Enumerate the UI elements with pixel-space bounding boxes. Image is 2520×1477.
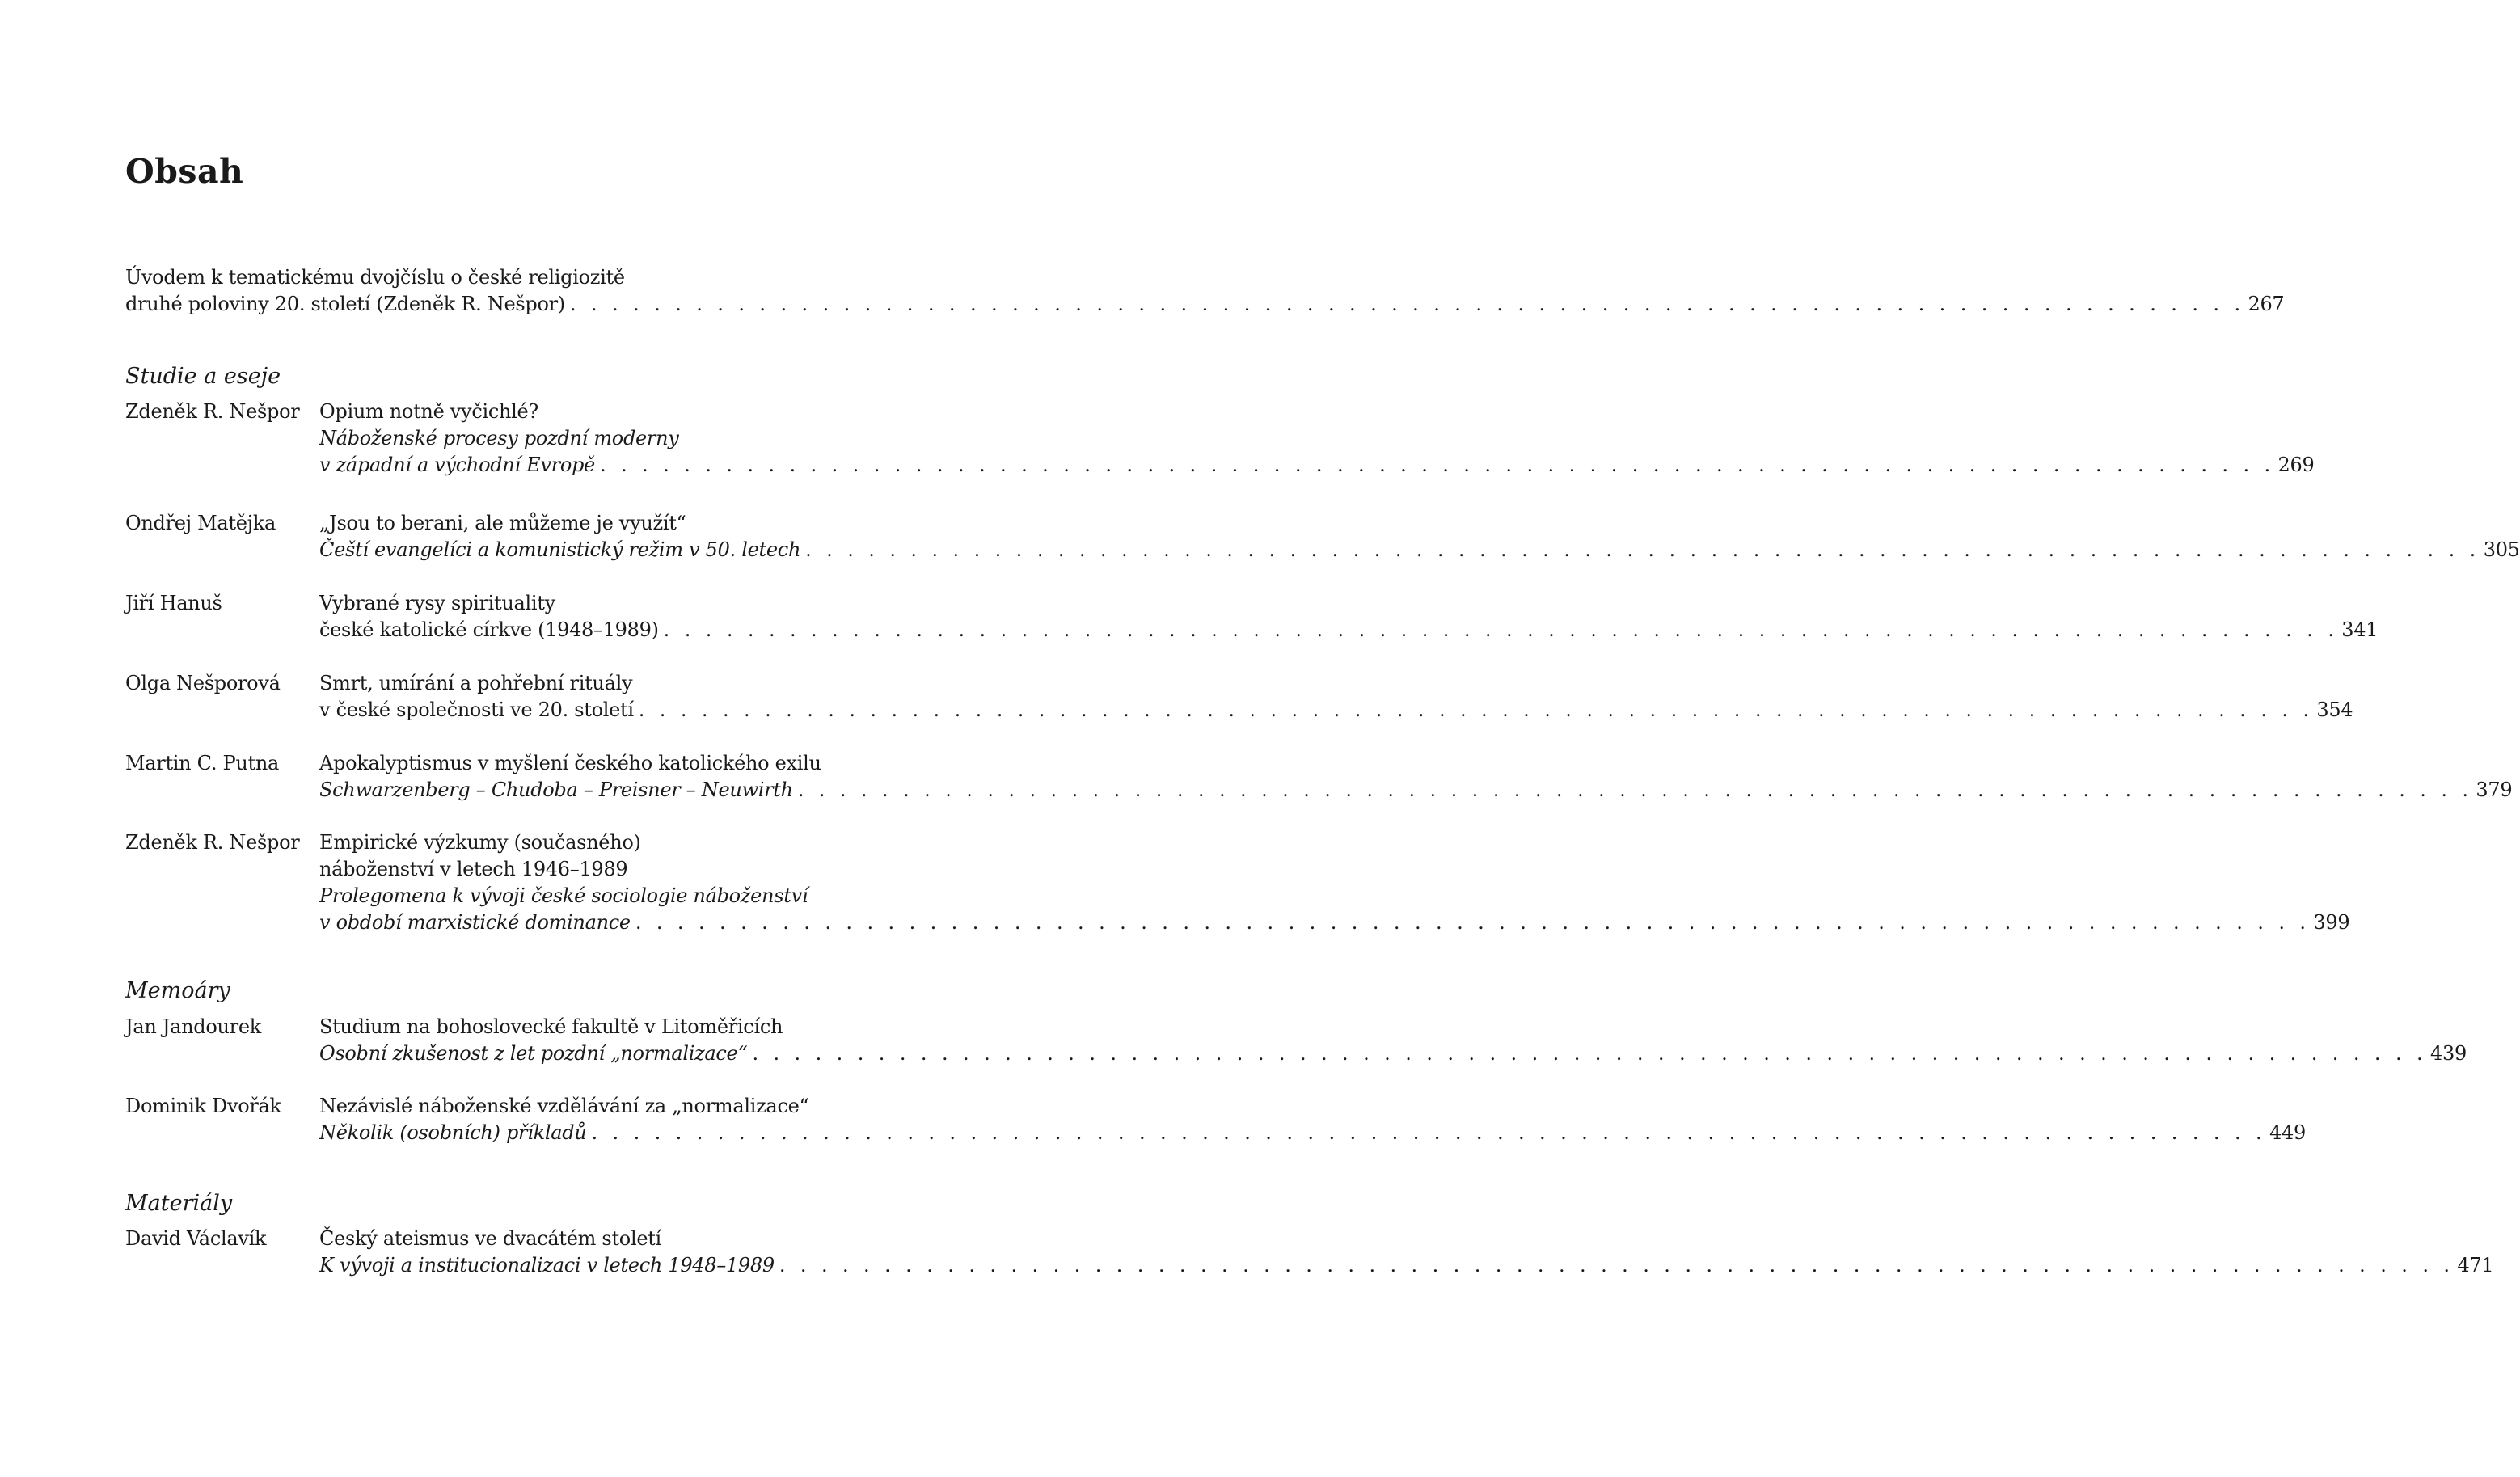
entry-author: Martin C. Putna: [125, 752, 280, 774]
entry-line-text: v období marxistické dominance: [319, 911, 631, 934]
intro-line-2: [125, 291, 2285, 318]
entry-page-number: 399: [2313, 911, 2350, 934]
entry-line-text: Nezávislé náboženské vzdělávání za „normalizace“: [319, 1095, 809, 1117]
entry-last-line: [319, 1120, 2306, 1146]
entry-page-number: 354: [2316, 698, 2353, 721]
toc-page: [125, 0, 2520, 1477]
entry-line-text: „Jsou to berani, ale můžeme je využít“: [319, 512, 686, 534]
toc-entry[interactable]: [319, 670, 2353, 724]
entry-line: [319, 510, 877, 537]
entry-line-text: Studium na bohoslovecké fakultě v Litoměřicích: [319, 1015, 783, 1038]
leader-dots: . . . . . . . . . . . . . . . . . . . . . . . . . . . . . . . . . . . . . . . . . . . . . . . . . . . . . . . . . . . . . . . . . . . . . . . . . . . . . . . .: [779, 1254, 2455, 1277]
entry-page-number: 439: [2430, 1042, 2467, 1065]
entry-last-line: [319, 452, 2315, 479]
toc-entry[interactable]: [319, 1014, 2467, 1067]
entry-last-line: [319, 1040, 2467, 1067]
entry-line: [319, 425, 877, 452]
entry-line: [319, 1093, 877, 1120]
entry-line-text: Smrt, umírání a pohřební rituály: [319, 672, 633, 694]
entry-line: [319, 750, 877, 777]
toc-entry[interactable]: [319, 750, 2513, 804]
leader-dots: . . . . . . . . . . . . . . . . . . . . . . . . . . . . . . . . . . . . . . . . . . . . . . . . . . . . . . . . . . . . . . . . . . . . . . . . . . . . . . . .: [797, 779, 2473, 801]
leader-dots: . . . . . . . . . . . . . . . . . . . . . . . . . . . . . . . . . . . . . . . . . . . . . . . . . . . . . . . . . . . . . . . . . . . . . . . . . . . . . . . .: [635, 911, 2311, 934]
entry-line-text: v české společnosti ve 20. století: [319, 698, 634, 721]
toc-entry[interactable]: [319, 590, 2379, 644]
leader-dots: . . . . . . . . . . . . . . . . . . . . . . . . . . . . . . . . . . . . . . . . . . . . . . . . . . . . . . . . . . . . . . . . . . . . . . . . . . . . . . . .: [752, 1042, 2428, 1065]
entry-line-text: Osobní zkušenost z let pozdní „normalizace“: [319, 1042, 748, 1065]
intro-line-2-text: druhé poloviny 20. století (Zdeněk R. Nešpor): [125, 293, 565, 315]
entry-line: [319, 590, 877, 617]
section-heading: Materiály: [125, 1191, 233, 1216]
entry-line: [319, 883, 877, 909]
entry-author: Jiří Hanuš: [125, 592, 222, 614]
entry-last-line: [319, 537, 2520, 563]
entry-line-text: Prolegomena k vývoji české sociologie náboženství: [319, 884, 808, 907]
page-title: Obsah: [125, 152, 244, 191]
intro-page-number: 267: [2248, 293, 2285, 315]
entry-line: [319, 1226, 877, 1252]
entry-page-number: 269: [2277, 454, 2315, 476]
entry-author: Ondřej Matějka: [125, 512, 276, 534]
entry-line-text: české katolické církve (1948–1989): [319, 618, 659, 641]
leader-dots: . . . . . . . . . . . . . . . . . . . . . . . . . . . . . . . . . . . . . . . . . . . . . . . . . . . . . . . . . . . . . . . . . . . . . . . . . . . . . . . .: [663, 618, 2339, 641]
entry-line: [319, 399, 877, 425]
section-heading: Memoáry: [125, 978, 230, 1003]
entry-line-text: Schwarzenberg – Chudoba – Preisner – Neuwirth: [319, 779, 793, 801]
leader-dots: . . . . . . . . . . . . . . . . . . . . . . . . . . . . . . . . . . . . . . . . . . . . . . . . . . . . . . . . . . . . . . . . . . . . . . . . . . . . . . . .: [638, 698, 2314, 721]
entry-page-number: 379: [2476, 779, 2513, 801]
entry-line-text: Apokalyptismus v myšlení českého katolického exilu: [319, 752, 821, 774]
entry-author: Zdeněk R. Nešpor: [125, 831, 300, 854]
entry-author: Dominik Dvořák: [125, 1095, 281, 1117]
entry-line: [319, 670, 877, 697]
entry-page-number: 449: [2269, 1121, 2306, 1144]
entry-line-text: Opium notně vyčichlé?: [319, 400, 538, 423]
entry-line-text: K vývoji a institucionalizaci v letech 1948–1989: [319, 1254, 775, 1277]
entry-page-number: 305: [2483, 538, 2520, 561]
entry-line-text: Čeští evangelíci a komunistický režim v 50. letech: [319, 538, 801, 561]
entry-line: [319, 1014, 877, 1040]
entry-last-line: [319, 617, 2379, 644]
leader-dots: . . . . . . . . . . . . . . . . . . . . . . . . . . . . . . . . . . . . . . . . . . . . . . . . . . . . . . . . . . . . . . . . . . . . . . . . . . . . . . . .: [569, 293, 2245, 315]
toc-entry[interactable]: [319, 510, 2520, 563]
toc-entry[interactable]: [319, 399, 2315, 479]
entry-author: Jan Jandourek: [125, 1015, 261, 1038]
entry-author: Zdeněk R. Nešpor: [125, 400, 300, 423]
leader-dots: . . . . . . . . . . . . . . . . . . . . . . . . . . . . . . . . . . . . . . . . . . . . . . . . . . . . . . . . . . . . . . . . . . . . . . . . . . . . . . . .: [591, 1121, 2267, 1144]
entry-line-text: Několik (osobních) příkladů: [319, 1121, 587, 1144]
intro-line-1: Úvodem k tematickému dvojčíslu o české religiozitě: [125, 266, 625, 289]
entry-line-text: náboženství v letech 1946–1989: [319, 858, 628, 880]
entry-line-text: Empirické výzkumy (současného): [319, 831, 641, 854]
entry-last-line: [319, 697, 2353, 724]
toc-entry[interactable]: [319, 829, 2350, 936]
entry-page-number: 341: [2341, 618, 2379, 641]
entry-line-text: Český ateismus ve dvacátém století: [319, 1227, 661, 1250]
entry-line: [319, 829, 877, 856]
toc-entry[interactable]: [319, 1226, 2494, 1279]
leader-dots: . . . . . . . . . . . . . . . . . . . . . . . . . . . . . . . . . . . . . . . . . . . . . . . . . . . . . . . . . . . . . . . . . . . . . . . . . . . . . . . .: [805, 538, 2480, 561]
entry-line-text: v západní a východní Evropě: [319, 454, 595, 476]
leader-dots: . . . . . . . . . . . . . . . . . . . . . . . . . . . . . . . . . . . . . . . . . . . . . . . . . . . . . . . . . . . . . . . . . . . . . . . . . . . . . . . .: [599, 454, 2275, 476]
toc-entry[interactable]: [319, 1093, 2306, 1146]
section-heading: Studie a eseje: [125, 364, 281, 389]
entry-last-line: [319, 777, 2513, 804]
entry-author: David Václavík: [125, 1227, 267, 1250]
entry-line: [319, 856, 877, 883]
entry-last-line: [319, 1252, 2494, 1279]
entry-page-number: 471: [2457, 1254, 2494, 1277]
entry-line-text: Náboženské procesy pozdní moderny: [319, 427, 679, 449]
entry-last-line: [319, 909, 2350, 936]
entry-author: Olga Nešporová: [125, 672, 281, 694]
entry-line-text: Vybrané rysy spirituality: [319, 592, 555, 614]
